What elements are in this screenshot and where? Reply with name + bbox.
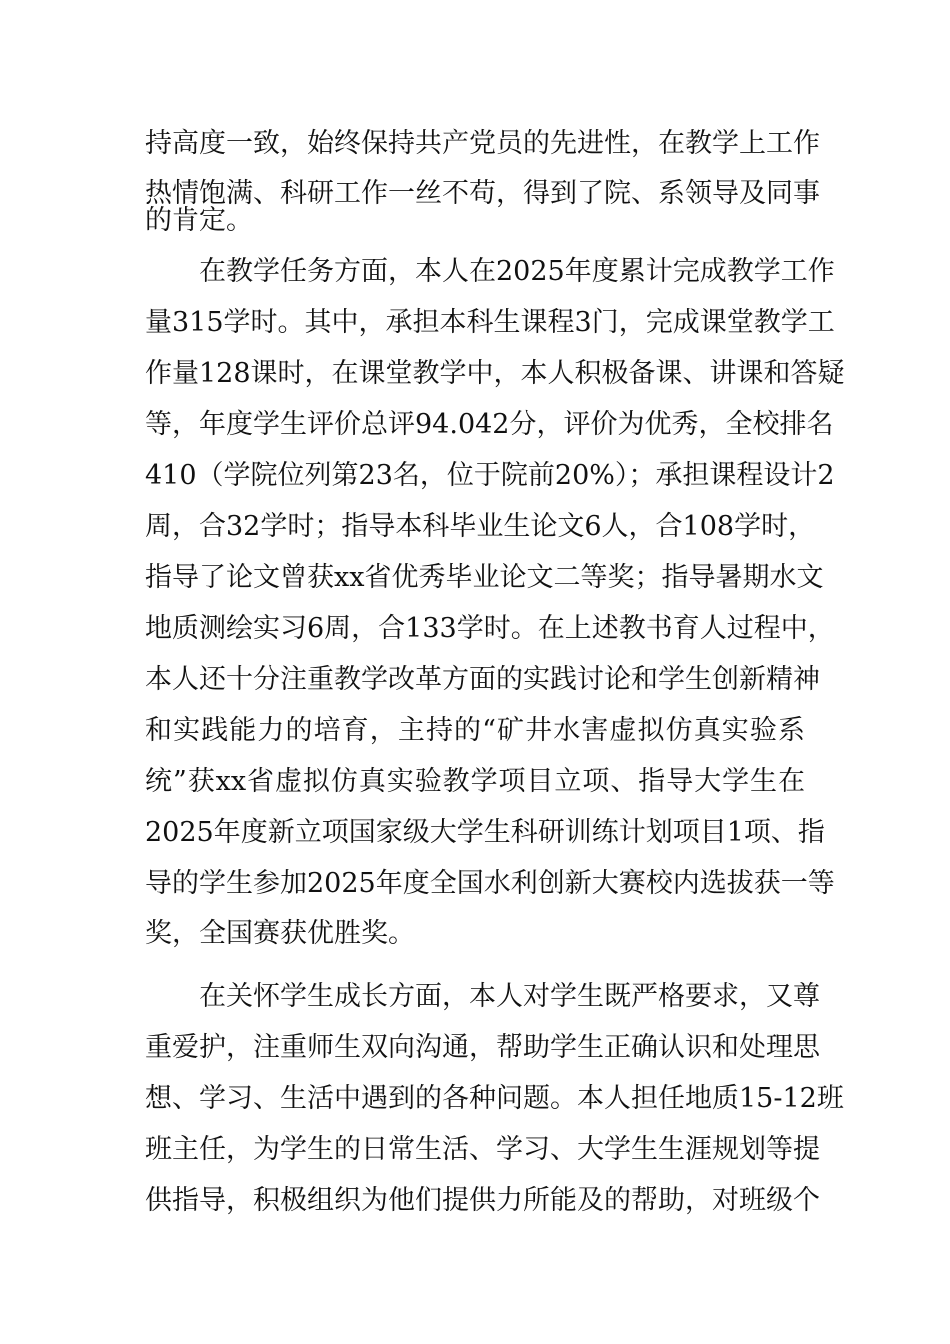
text-line: 410（学院位列第23名，位于院前20%）；承担课程设计2	[145, 460, 835, 491]
text-line: 供指导，积极组织为他们提供力所能及的帮助，对班级个	[145, 1185, 820, 1216]
text-line: 奖，全国赛获优胜奖。	[145, 918, 415, 949]
paragraph-first-line: 在关怀学生成长方面，本人对学生既严格要求，又尊	[199, 981, 820, 1012]
text-line: 地质测绘实习6周，合133学时。在上述教书育人过程中，	[145, 613, 835, 644]
text-line: 周，合32学时；指导本科毕业生论文6人，合108学时，	[145, 511, 816, 542]
text-line: 本人还十分注重教学改革方面的实践讨论和学生创新精神	[145, 664, 820, 695]
text-line: 和实践能力的培育，主持的“矿井水害虚拟仿真实验系	[145, 715, 805, 746]
text-line: 指导了论文曾获xx省优秀毕业论文二等奖；指导暑期水文	[145, 562, 824, 593]
text-line: 重爱护，注重师生双向沟通，帮助学生正确认识和处理思	[145, 1032, 820, 1063]
text-line: 2025年度新立项国家级大学生科研训练计划项目1项、指	[145, 817, 825, 848]
text-line: 导的学生参加2025年度全国水利创新大赛校内选拔获一等	[145, 868, 835, 899]
text-line: 想、学习、生活中遇到的各种问题。本人担任地质15-12班	[145, 1083, 844, 1114]
text-line: 热情饱满、科研工作一丝不苟，得到了院、系领导及同事	[145, 178, 820, 209]
text-line: 等，年度学生评价总评94.042分，评价为优秀，全校排名	[145, 409, 834, 440]
paragraph-first-line: 在教学任务方面，本人在2025年度累计完成教学工作	[199, 256, 835, 287]
text-line: 统”获xx省虚拟仿真实验教学项目立项、指导大学生在	[145, 766, 805, 797]
text-line: 的肯定。	[145, 205, 253, 236]
text-line: 作量128课时，在课堂教学中，本人积极备课、讲课和答疑	[145, 358, 845, 389]
text-line: 班主任，为学生的日常生活、学习、大学生生涯规划等提	[145, 1134, 820, 1165]
text-line: 持高度一致，始终保持共产党员的先进性，在教学上工作	[145, 128, 820, 159]
text-line: 量315学时。其中，承担本科生课程3门，完成课堂教学工	[145, 307, 835, 338]
